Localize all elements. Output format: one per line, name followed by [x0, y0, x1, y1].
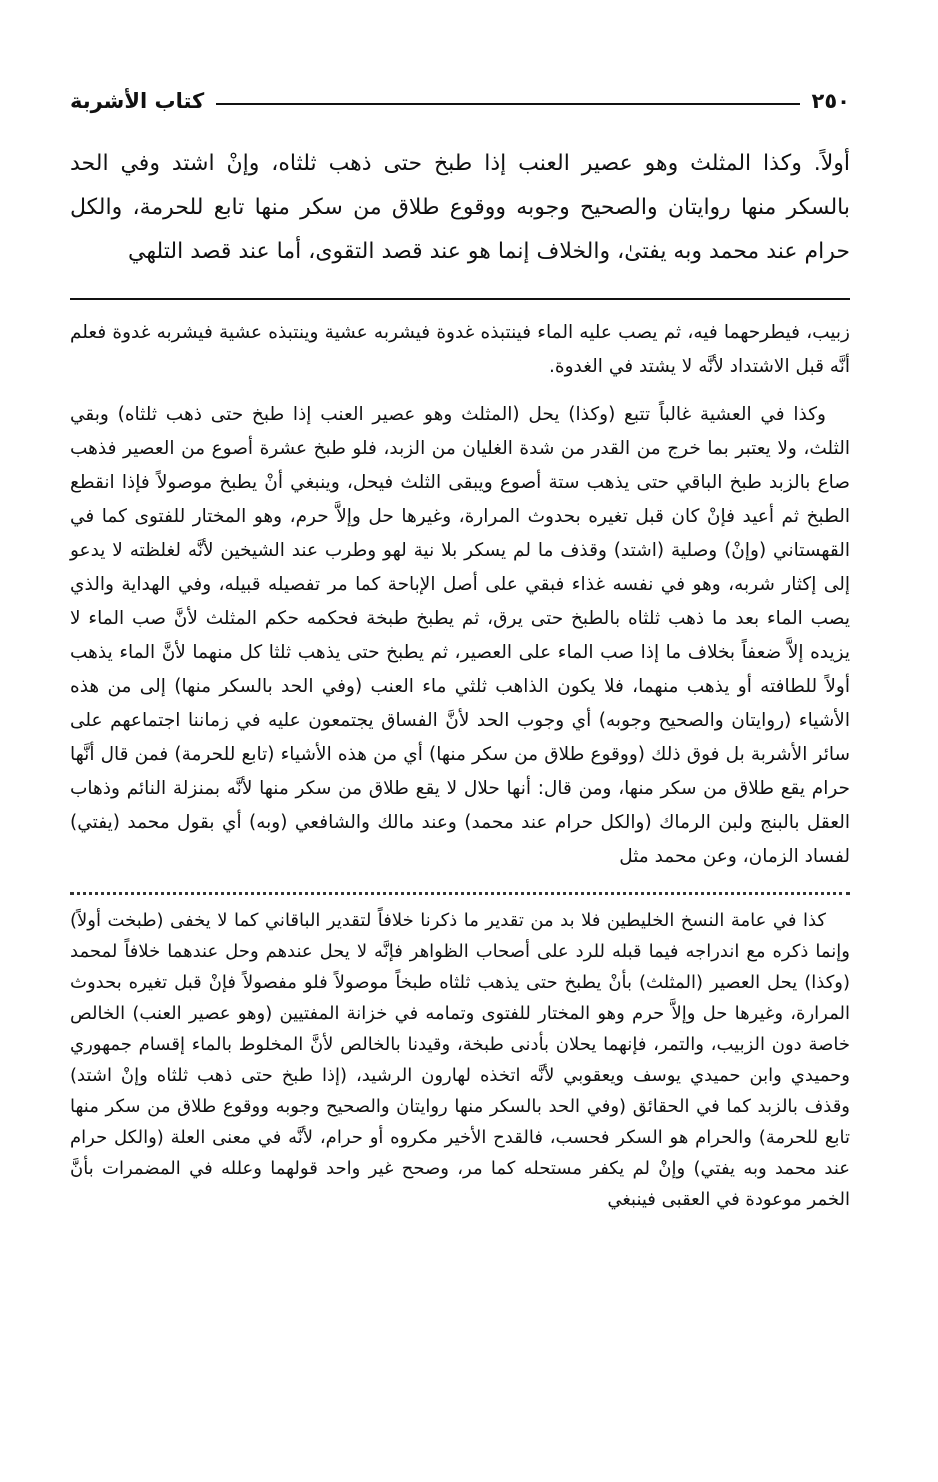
header-rule	[216, 103, 799, 105]
commentary-paragraph-2: وكذا في العشية غالباً تتبع (وكذا) يحل (المثلث وهو عصير العنب إذا طبخ حتى ذهب ثلثاه) وبقي الثلث، ولا يعتبر بما خرج من القدر من شدة الغليان من الزبد، فلو طبخ عشرة أصوع من العصير فذهب صاع بالزبد طبخ الباقي حتى يذهب ستة أصوع ويبقى الثلث فيحل، وينبغي أنْ يطبخ موصولاً فإذا انقطع الطبخ ثم أعيد فإنْ كان قبل تغيره بحدوث المرارة، وغيرها حل وإلاَّ حرم، وهو المختار للفتوى كما في القهستاني (وإنْ) وصلية (اشتد) وقذف ما لم يسكر بلا نية لهو وطرب عند الشيخين لأنَّه لغلظته لا يدعو إلى إكثار شربه، وهو في نفسه غذاء فبقي على أصل الإباحة كما مر تفصيله قبيله، وفي الهداية والذي يصب الماء بعد ما ذهب ثلثاه بالطبخ حتى يرق، ثم يطبخ طبخة فحكمه حكم المثلث لأنَّ صب الماء لا يزيده إلاَّ ضعفاً بخلاف ما إذا صب الماء على العصير، ثم يطبخ حتى يذهب ثلثا كل منهما لأنَّ الماء يذهب أولاً للطافته أو يذهب منهما، فلا يكون الذاهب ثلثي ماء العنب (وفي الحد بالسكر منها) إلى من هذه الأشياء (روايتان والصحيح وجوبه) أي وجوب الحد لأنَّ الفساق يجتمعون عليه في زماننا اجتماعهم على سائر الأشربة بل فوق ذلك (ووقوع طلاق من سكر منها) أي من هذه الأشياء (تابع للحرمة) فمن قال أنَّها حرام يقع طلاق من سكر منها، ومن قال: أنها حلال لا يقع طلاق من سكر منها لأنَّه بمنزلة النائم وذهاب العقل بالبنج ولبن الرماك (والكل حرام عند محمد) وعند مالك والشافعي (وبه) أي بقول محمد (يفتي) لفساد الزمان، وعن محمد مثل	[70, 404, 850, 867]
running-title: كتاب الأشربة	[70, 88, 205, 113]
commentary	[70, 316, 850, 874]
book-page	[70, 80, 850, 1460]
footnote	[70, 905, 850, 1215]
main-commentary-divider	[70, 298, 850, 300]
commentary-paragraph-1: زبيب، فيطرحهما فيه، ثم يصب عليه الماء فينتبذه غدوة فيشربه عشية وينتبذه عشية فيشربه غدوة فعلم أنَّه قبل الاشتداد لأنَّه لا يشتد في الغدوة.	[70, 322, 850, 377]
page-header	[70, 80, 850, 122]
footnote-divider	[70, 892, 850, 895]
main-text-paragraph: أولاً. وكذا المثلث وهو عصير العنب إذا طبخ حتى ذهب ثلثاه، وإنْ اشتد وفي الحد بالسكر منها روايتان والصحيح وجوبه ووقوع طلاق من سكر منها تابع للحرمة، والكل حرام عند محمد وبه يفتىٰ، والخلاف إنما هو عند قصد التقوى، أما عند قصد التلهي	[70, 151, 850, 264]
footnote-paragraph: كذا في عامة النسخ الخليطين فلا بد من تقدير ما ذكرنا خلافاً لتقدير الباقاني كما لا يخفى (طبخت أولاً) وإنما ذكره مع اندراجه فيما قبله للرد على أصحاب الظواهر فإنَّه لا يحل عندهم وحل عندهما خلافاً لمحمد (وكذا) يحل العصير (المثلث) بأنْ يطبخ حتى يذهب ثلثاه طبخاً موصولاً فلو مفصولاً فإنْ قبل تغيره بحدوث المرارة، وغيرها حل وإلاَّ حرم وهو المختار للفتوى وتمامه في خزانة المفتيين (وهو عصير العنب) الخالص خاصة دون الزبيب، والتمر، فإنهما يحلان بأدنى طبخة، وقيدنا بالخالص لأنَّ المخلوط بالماء إقسام جمهوري وحميدي وابن حميدي يوسف ويعقوبي لأنَّه اتخذه لهارون الرشيد، (إذا طبخ حتى ذهب ثلثاه وإنْ اشتد) وقذف بالزبد كما في الحقائق (وفي الحد بالسكر منها روايتان والصحيح وجوبه ووقوع طلاق من سكر منها تابع للحرمة) والحرام هو السكر فحسب، فالقدح الأخير مكروه أو حرام، لأنَّه في معنى العلة (والكل حرام عند محمد وبه يفتي) وإنْ لم يكفر مستحله كما مر، وصحح غير واحد قولهما وعلله في المضمرات بأنَّ الخمر موعودة في العقبى فينبغي	[70, 910, 850, 1210]
page-number: ٢٥٠	[811, 88, 850, 113]
main-text	[70, 142, 850, 274]
